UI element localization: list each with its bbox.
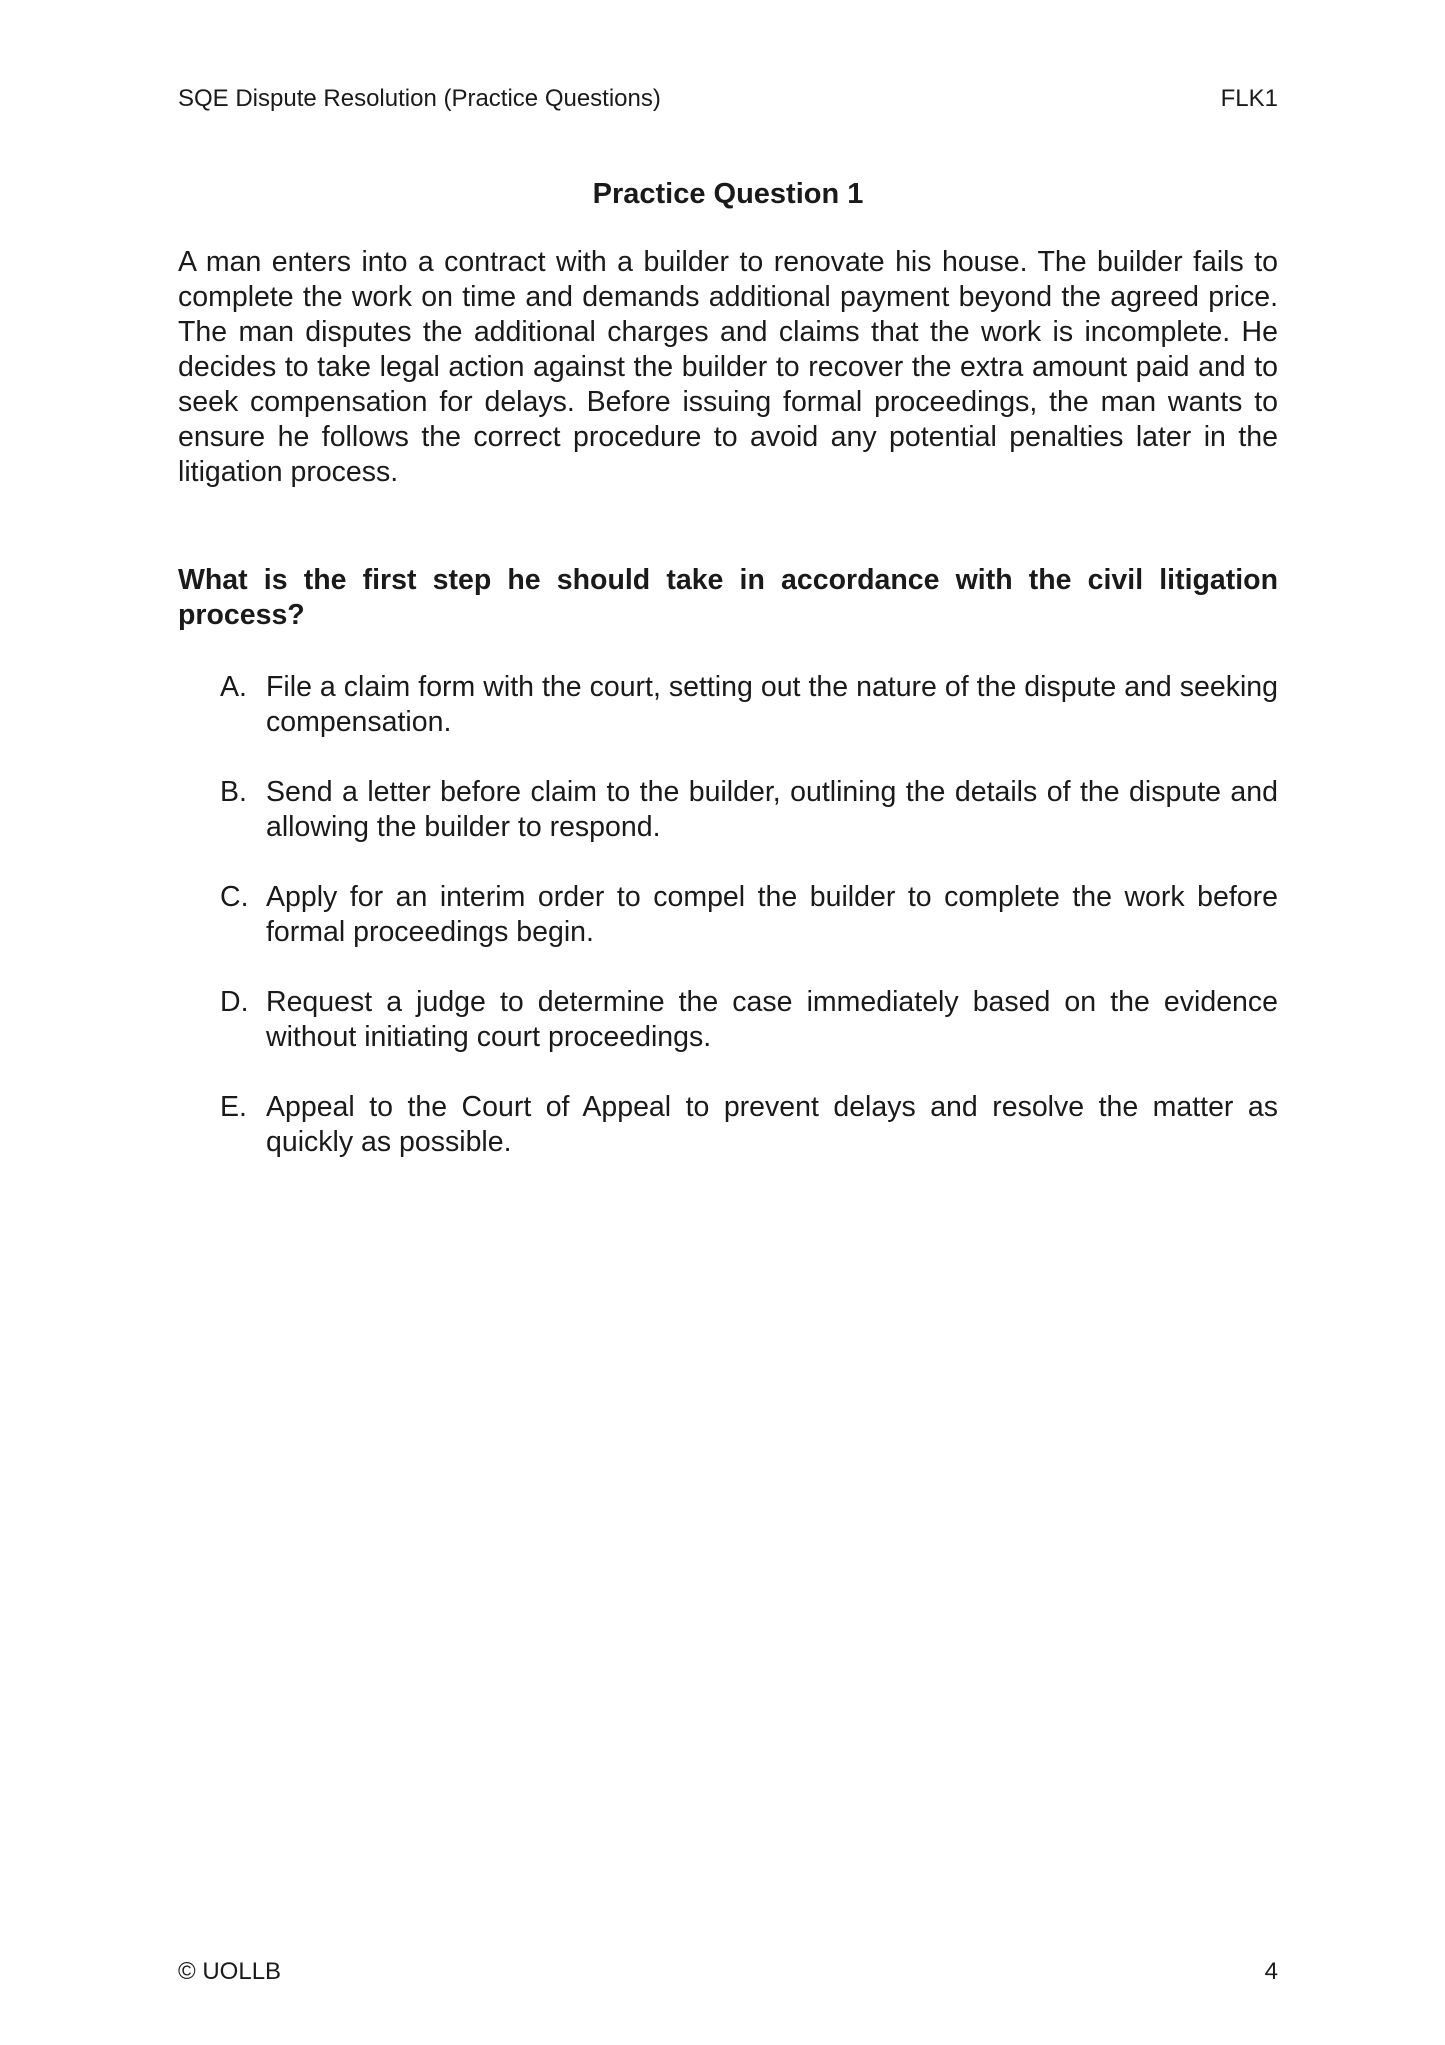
option-letter: E. bbox=[220, 1091, 247, 1123]
page-footer bbox=[178, 1957, 1278, 1987]
page-header bbox=[178, 84, 1278, 114]
header-course-title: SQE Dispute Resolution (Practice Questions) bbox=[178, 85, 661, 112]
answer-option-d bbox=[220, 985, 1278, 1055]
answer-option-b bbox=[220, 775, 1278, 845]
scenario-text: A man enters into a contract with a builder to renovate his house. The builder fails to complete the work on time and demands additional payment beyond the agreed price. The man disputes the additional charges and claims that the work is incomplete. He decides to take legal action against the builder to recover the extra amount paid and to seek compensation for delays. Before issuing formal proceedings, the man wants to ensure he follows the correct procedure to avoid any potential penalties later in the litigation process. bbox=[178, 246, 1278, 488]
option-text: Apply for an interim order to compel the builder to complete the work before formal proceedings begin. bbox=[266, 881, 1278, 948]
option-letter: A. bbox=[220, 671, 247, 703]
option-text: File a claim form with the court, setting out the nature of the dispute and seeking compensation. bbox=[266, 671, 1278, 738]
option-text: Send a letter before claim to the builder, outlining the details of the dispute and allowing the builder to respond. bbox=[266, 776, 1278, 843]
header-module-code: FLK1 bbox=[1220, 85, 1278, 112]
option-text: Appeal to the Court of Appeal to prevent delays and resolve the matter as quickly as possible. bbox=[266, 1091, 1278, 1158]
option-letter: B. bbox=[220, 776, 247, 808]
page-number: 4 bbox=[1264, 1958, 1278, 1985]
option-text: Request a judge to determine the case immediately based on the evidence without initiating court proceedings. bbox=[266, 986, 1278, 1053]
question-prompt: What is the first step he should take in accordance with the civil litigation process? bbox=[178, 564, 1278, 631]
answer-option-e bbox=[220, 1090, 1278, 1160]
option-letter: D. bbox=[220, 986, 249, 1018]
footer-copyright: © UOLLB bbox=[178, 1958, 282, 1985]
answer-options-list bbox=[220, 670, 1278, 1195]
option-letter: C. bbox=[220, 881, 249, 913]
answer-option-c bbox=[220, 880, 1278, 950]
question-title: Practice Question 1 bbox=[592, 178, 864, 210]
answer-option-a bbox=[220, 670, 1278, 740]
